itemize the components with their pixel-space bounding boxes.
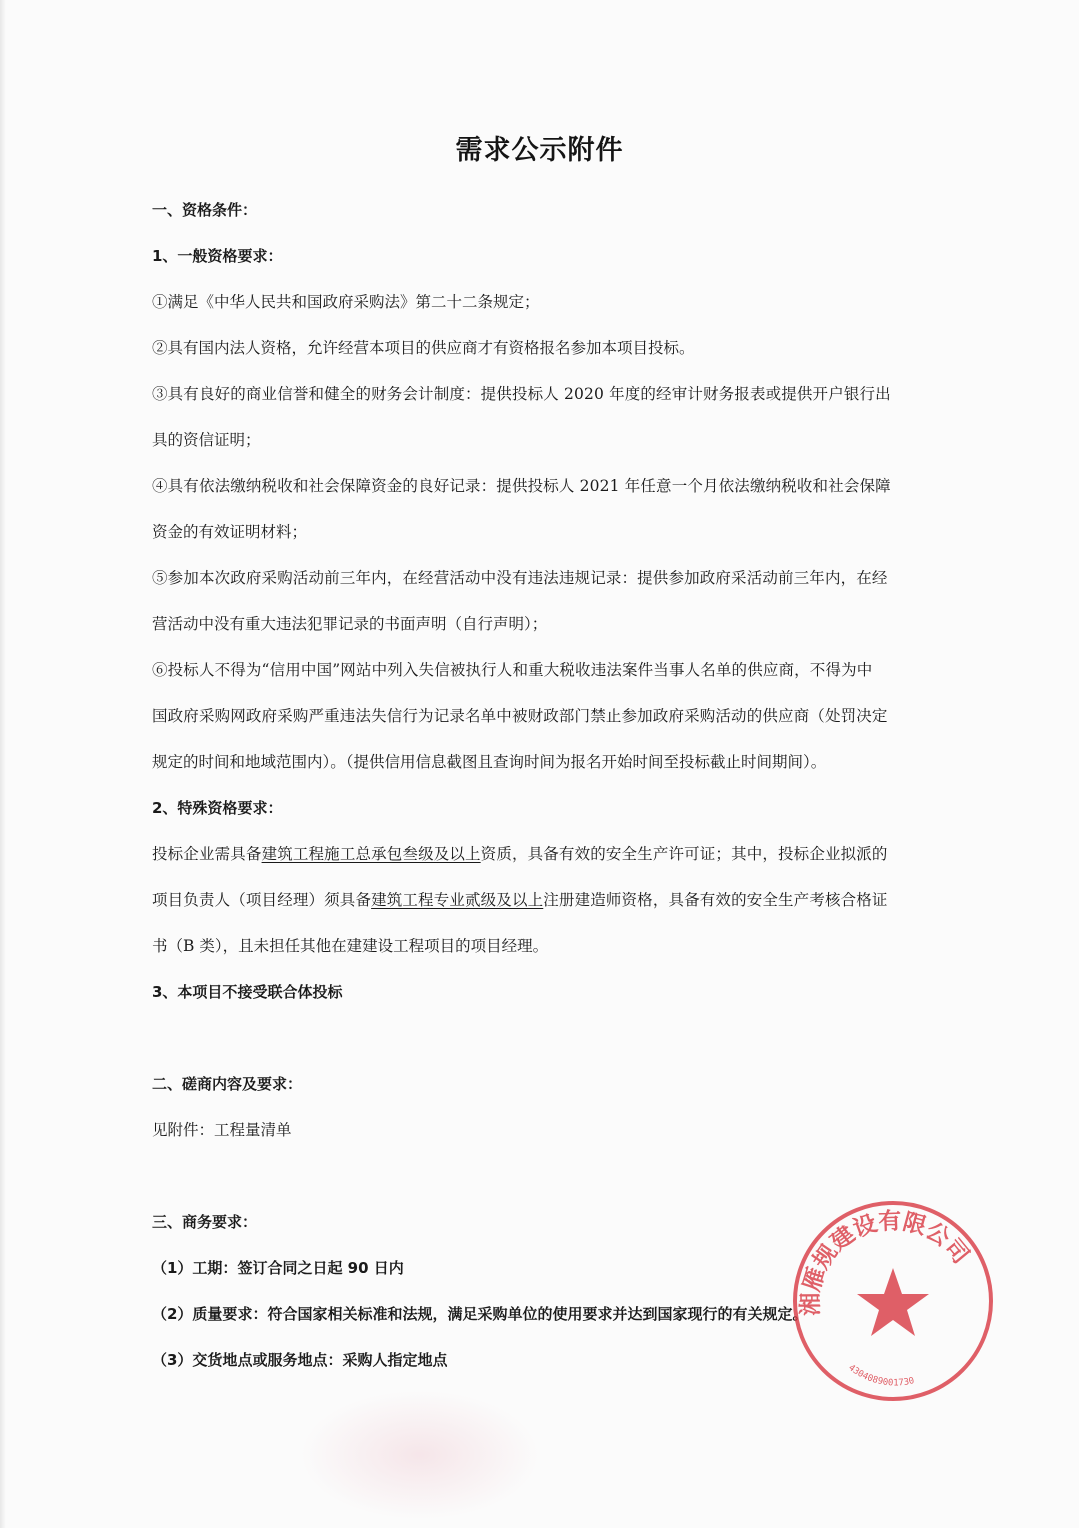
stamp-number-text: 4304089001730	[846, 1363, 916, 1389]
requirement-item-5-line-2: 营活动中没有重大违法犯罪记录的书面声明（自行声明）；	[152, 615, 548, 633]
requirement-item-2: ②具有国内法人资格，允许经营本项目的供应商才有资格报名参加本项目投标。	[152, 339, 695, 357]
document-title: 需求公示附件	[455, 135, 624, 166]
special-requirements-heading: 2、特殊资格要求：	[152, 799, 283, 817]
special-requirement-text: 资质，具备有效的安全生产许可证；其中，投标企业拟派的	[480, 845, 888, 863]
section-3-heading: 三、商务要求：	[152, 1213, 258, 1231]
special-requirement-line-1	[152, 843, 942, 865]
requirement-item-1: ①满足《中华人民共和国政府采购法》第二十二条规定；	[152, 293, 540, 311]
business-item-2: （2）质量要求：符合国家相关标准和法规，满足采购单位的使用要求并达到国家现行的有关规定。	[152, 1305, 808, 1323]
stamp-company-text: 湘雁规建设有限公司	[797, 1208, 974, 1316]
stamp-star-icon	[857, 1268, 929, 1336]
requirement-item-4-line-2: 资金的有效证明材料；	[152, 523, 308, 541]
requirement-item-5-line-1: ⑤参加本次政府采购活动前三年内，在经营活动中没有违法违规记录：提供参加政府采活动前三年内，在经	[152, 569, 888, 587]
special-requirement-text: 项目负责人（项目经理）须具备	[152, 891, 372, 909]
special-requirement-line-2	[152, 889, 942, 911]
section-1-heading: 一、资格条件：	[152, 201, 258, 219]
special-requirement-text: 注册建造师资格，具备有效的安全生产考核合格证	[543, 891, 888, 909]
requirement-item-6-line-1: ⑥投标人不得为“信用中国”网站中列入失信被执行人和重大税收违法案件当事人名单的供应商，不得为中	[152, 661, 873, 679]
requirement-item-3-line-1: ③具有良好的商业信誉和健全的财务会计制度：提供投标人 2020 年度的经审计财务报表或提供开户银行出	[152, 385, 891, 403]
requirement-item-4-line-1: ④具有依法缴纳税收和社会保障资金的良好记录：提供投标人 2021 年任意一个月依法缴纳税收和社会保障	[152, 477, 891, 495]
underlined-qualification: 建筑工程专业贰级及以上	[371, 891, 544, 909]
scan-edge-shadow	[0, 0, 6, 1528]
section-2-heading: 二、磋商内容及要求：	[152, 1075, 303, 1093]
business-item-3: （3）交货地点或服务地点：采购人指定地点	[152, 1351, 448, 1369]
general-requirements-heading: 1、一般资格要求：	[152, 247, 283, 265]
business-item-1: （1）工期：签订合同之日起 90 日内	[152, 1259, 404, 1277]
special-requirement-line-3: 书（B 类），且未担任其他在建建设工程项目的项目经理。	[152, 937, 549, 955]
underlined-qualification: 建筑工程施工总承包叁级及以上	[261, 845, 481, 863]
scan-smudge	[300, 1390, 540, 1520]
requirement-item-6-line-2: 国政府采购网政府采购严重违法失信行为记录名单中被财政部门禁止参加政府采购活动的供应商（处罚决定	[152, 707, 888, 725]
company-seal-stamp	[788, 1196, 998, 1406]
requirement-item-3-line-2: 具的资信证明；	[152, 431, 261, 449]
section-2-body: 见附件：工程量清单	[152, 1121, 292, 1139]
no-consortium-heading: 3、本项目不接受联合体投标	[152, 983, 343, 1001]
requirement-item-6-line-3: 规定的时间和地域范围内）。（提供信用信息截图且查询时间为报名开始时间至投标截止时间期间）。	[152, 753, 827, 771]
special-requirement-text: 投标企业需具备	[152, 845, 262, 863]
